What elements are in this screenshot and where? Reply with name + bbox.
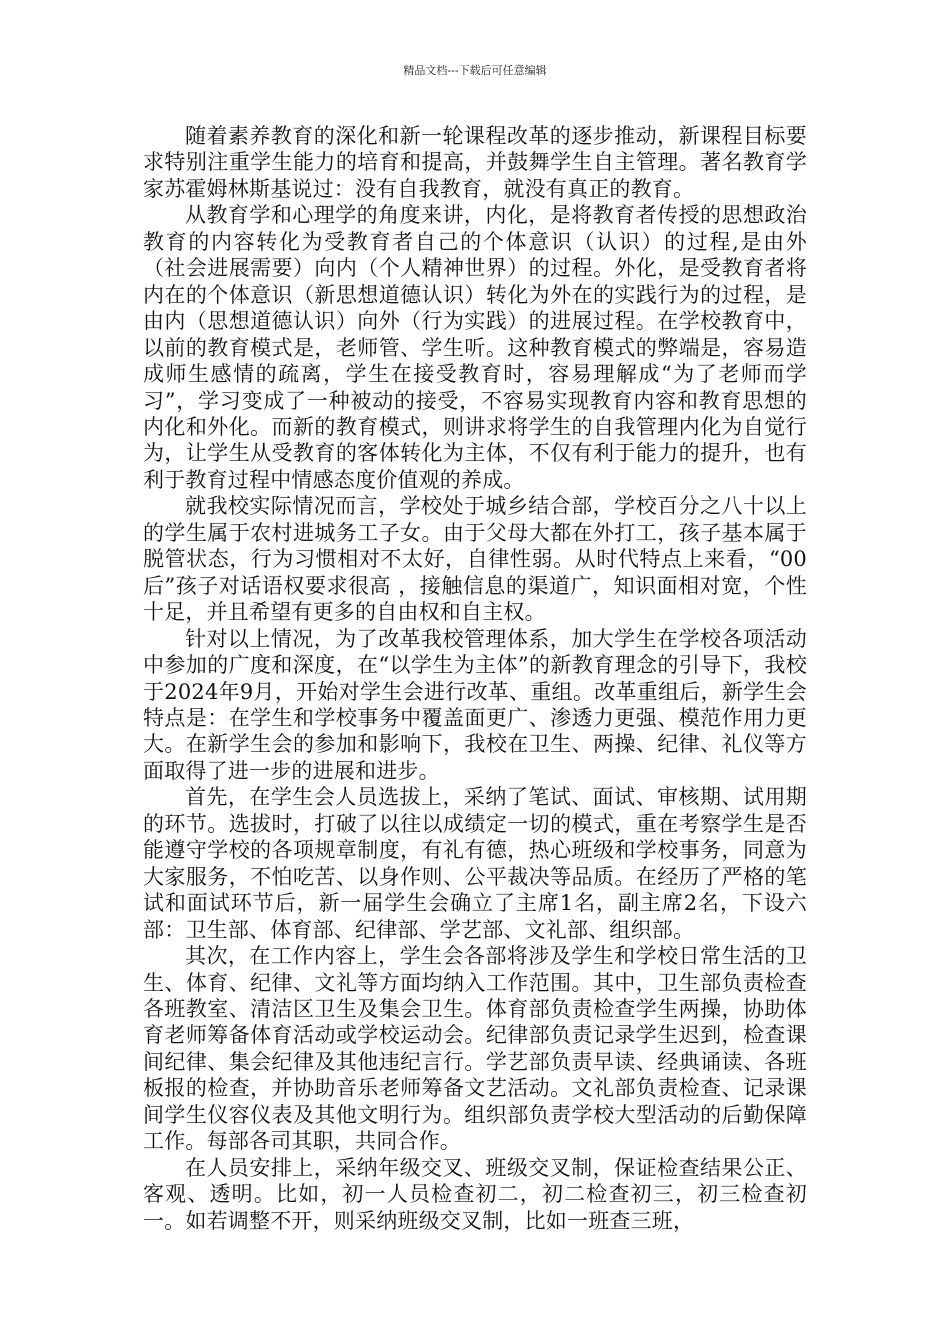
paragraph-work-content: 其次，在工作内容上，学生会各部将涉及学生和学校日常生活的卫生、体育、纪律、文礼等方面均纳入工作范围。其中，卫生部负责检查各班教室、清洁区卫生及集会卫生。体育部负责检查学生两操，协助体育老师筹备体育活动或学校运动会。纪律部负责记录学生迟到，检查课间纪律、集会纪律及其他违纪言行。学艺部负责早读、经典诵读、各班板报的检查，并协助音乐老师筹备文艺活动。文礼部负责检查、记录课间学生仪容仪表及其他文明行为。组织部负责学校大型活动的后勤保障工作。每部各司其职，共同合作。 xyxy=(143,944,807,1154)
page-header: 精品文档---下载后可任意编辑 xyxy=(403,64,547,77)
document-body xyxy=(143,123,807,1234)
paragraph-reform: 针对以上情况，为了改革我校管理体系，加大学生在学校各项活动中参加的广度和深度，在“以学生为主体”的新教育理念的引导下，我校于2024年9月，开始对学生会进行改革、重组。改革重组后，新学生会特点是：在学生和学校事务中覆盖面更广、渗透力更强、模范作用力更大。在新学生会的参加和影响下，我校在卫生、两操、纪律、礼仪等方面取得了进一步的进展和进步。 xyxy=(143,626,807,783)
paragraph-internalization: 从教育学和心理学的角度来讲，内化，是将教育者传授的思想政治教育的内容转化为受教育者自己的个体意识（认识）的过程,是由外（社会进展需要）向内（个人精神世界）的过程。外化，是受教育者将内在的个体意识（新思想道德认识）转化为外在的实践行为的过程，是由内（思想道德认识）向外（行为实践）的进展过程。在学校教育中，以前的教育模式是，老师管、学生听。这种教育模式的弊端是，容易造成师生感情的疏离，学生在接受教育时，容易理解成“为了老师而学习”，学习变成了一种被动的接受，不容易实现教育内容和教育思想的内化和外化。而新的教育模式，则讲求将学生的自我管理内化为自觉行为，让学生从受教育的客体转化为主体，不仅有利于能力的提升，也有利于教育过程中情感态度价值观的养成。 xyxy=(143,203,807,492)
paragraph-selection: 首先，在学生会人员选拔上，采纳了笔试、面试、审核期、试用期的环节。选拔时，打破了以往以成绩定一切的模式，重在考察学生是否能遵守学校的各项规章制度，有礼有德，热心班级和学校事务，同意为大家服务，不怕吃苦、以身作则、公平裁决等品质。在经历了严格的笔试和面试环节后，新一届学生会确立了主席1名，副主席2名，下设六部：卫生部、体育部、纪律部、学艺部、文礼部、组织部。 xyxy=(143,785,807,942)
paragraph-staffing: 在人员安排上，采纳年级交叉、班级交叉制，保证检查结果公正、客观、透明。比如，初一人员检查初二，初二检查初三，初三检查初一。如若调整不开，则采纳班级交叉制，比如一班查三班， xyxy=(143,1155,807,1233)
paragraph-intro: 随着素养教育的深化和新一轮课程改革的逐步推动，新课程目标要求特别注重学生能力的培育和提高，并鼓舞学生自主管理。著名教育学家苏霍姆林斯基说过：没有自我教育，就没有真正的教育。 xyxy=(143,124,807,201)
paragraph-school-situation: 就我校实际情况而言，学校处于城乡结合部，学校百分之八十以上的学生属于农村进城务工子女。由于父母大都在外打工，孩子基本属于脱管状态，行为习惯相对不太好，自律性弱。从时代特点上来看，“00后”孩子对话语权要求很高 ，接触信息的渠道广，知识面相对宽，个性十足，并且希望有更多的自由权和自主权。 xyxy=(143,494,807,625)
